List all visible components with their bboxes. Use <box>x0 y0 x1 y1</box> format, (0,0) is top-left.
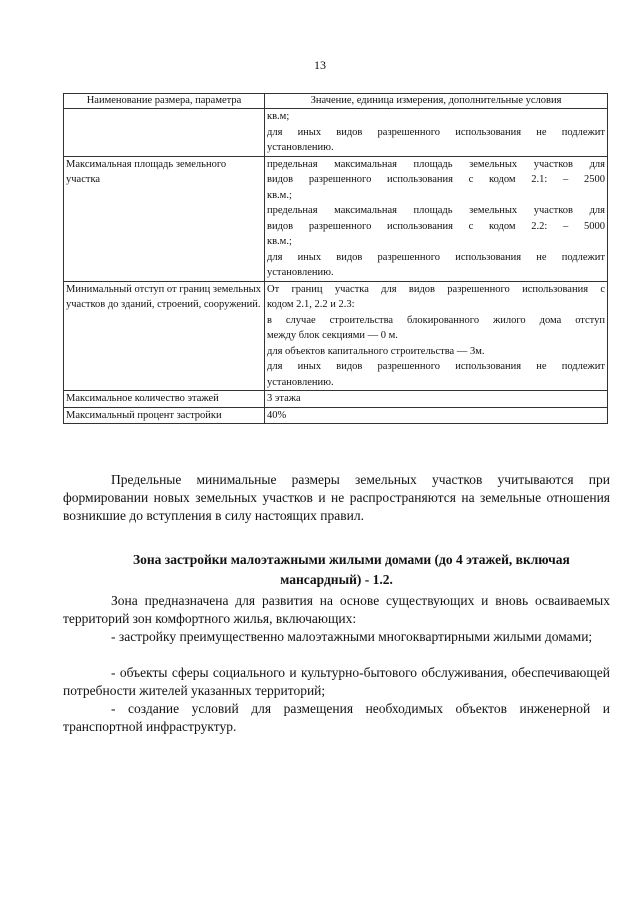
parameters-table <box>63 93 608 424</box>
value-line: между блок секциями — 0 м. <box>267 330 398 341</box>
value-line: для иных видов разрешенного использования не подлежит <box>267 361 605 372</box>
table-row <box>64 391 608 408</box>
row-name: Минимальный отступ от границ земельных участков до зданий, строений, сооружений. <box>64 281 265 391</box>
table-row <box>64 281 608 391</box>
header-name: Наименование размера, параметра <box>64 94 265 109</box>
value-line: кв.м.; <box>267 236 292 247</box>
list-item: - создание условий для размещения необходимых объектов инженерной и транспортной инфраструктур. <box>63 701 610 734</box>
value-line: в случае строительства блокированного жилого дома отступ <box>267 314 605 326</box>
table-row <box>64 109 608 157</box>
value-line: кодом 2.1, 2.2 и 2.3: <box>267 299 355 310</box>
paragraph-zone-purpose: Зона предназначена для развития на основе существующих и вновь осваиваемых территорий зон комфортного жилья, включающих: <box>63 593 610 626</box>
row-name: Максимальное количество этажей <box>64 391 265 408</box>
section-heading <box>63 550 610 590</box>
value-line: для иных видов разрешенного использования не подлежит <box>267 126 605 138</box>
value-line: кв.м.; <box>267 189 292 201</box>
page-number: 13 <box>314 58 326 72</box>
value-line: 3 этажа <box>267 393 301 404</box>
value-line: установлению. <box>267 376 334 388</box>
list-item: - объекты сферы социального и культурно-бытового обслуживания, обеспечивающей потребности жителей указанных территорий; <box>63 665 610 698</box>
paragraph-min-sizes: Предельные минимальные размеры земельных участков учитываются при формировании новых земельных участков и не распространяются на земельные отношения возникшие до вступления в силу настоящих правил. <box>63 472 610 523</box>
row-value <box>265 391 608 408</box>
value-line: От границ участка для видов разрешенного использования с <box>267 283 605 295</box>
row-value <box>265 281 608 391</box>
row-name: Максимальный процент застройки <box>64 407 265 424</box>
value-line: для объектов капитального строительства — 3м. <box>267 345 485 357</box>
value-line: видов разрешенного использования с кодом 2.1: – 2500 <box>267 174 605 185</box>
value-line: предельная максимальная площадь земельных участков для <box>267 205 605 216</box>
value-line: установлению. <box>267 142 334 153</box>
value-line: для иных видов разрешенного использования не подлежит <box>267 251 605 263</box>
value-line: видов разрешенного использования с кодом 2.2: – 5000 <box>267 220 605 232</box>
value-line: 40% <box>267 409 287 421</box>
row-value <box>265 109 608 157</box>
list-item: - застройку преимущественно малоэтажными многоквартирными жилыми домами; <box>111 629 593 644</box>
section-heading-line1: Зона застройки малоэтажными жилыми домами (до 4 этажей, включая <box>133 552 570 567</box>
value-line: кв.м; <box>267 111 290 122</box>
table-row <box>64 156 608 281</box>
section-heading-line2: мансардный) - 1.2. <box>280 572 393 587</box>
table-row <box>64 407 608 424</box>
row-name: Максимальная площадь земельного участка <box>64 156 265 281</box>
row-name <box>64 109 265 157</box>
row-value <box>265 156 608 281</box>
value-line: предельная максимальная площадь земельных участков для <box>267 158 605 170</box>
table-header-row <box>64 94 608 109</box>
header-value: Значение, единица измерения, дополнительные условия <box>265 94 608 109</box>
row-value <box>265 407 608 424</box>
value-line: установлению. <box>267 267 334 278</box>
